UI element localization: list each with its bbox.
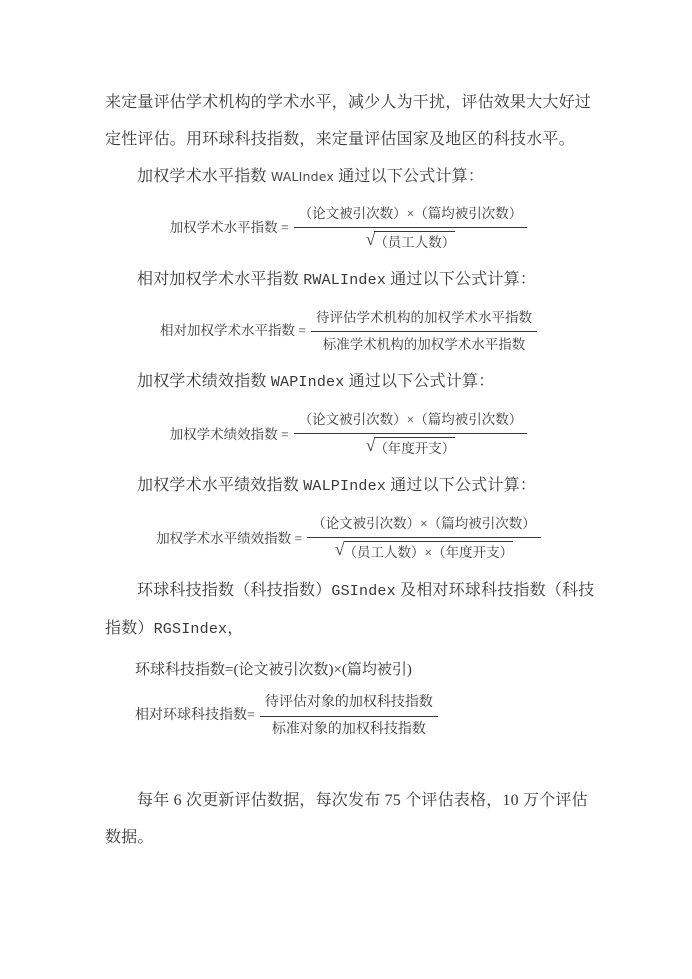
heading-walpindex-pre: 加权学术水平绩效指数 bbox=[137, 477, 304, 495]
formula-wapindex-denominator bbox=[366, 434, 456, 459]
formula-rgsindex-lhs: 相对环球科技指数= bbox=[135, 708, 255, 724]
formula-rwalindex-fraction bbox=[311, 308, 537, 354]
formula-walindex bbox=[105, 204, 592, 252]
formula-walindex-lhs: 加权学术水平指数 = bbox=[169, 220, 289, 236]
formula-walpindex-radicand: （员工人数）×（年度开支） bbox=[344, 541, 514, 563]
heading-rgsindex-post: ， bbox=[227, 619, 244, 637]
formula-walpindex-denominator bbox=[335, 538, 513, 563]
heading-rgsindex-pre: 指数） bbox=[105, 619, 154, 637]
formula-walpindex-fraction bbox=[307, 514, 541, 562]
intro-line-2: 定性评估。用环球科技指数，来定量评估国家及地区的科技水平。 bbox=[105, 131, 575, 148]
formula-wapindex-lhs: 加权学术绩效指数 = bbox=[169, 426, 289, 442]
formula-walindex-denominator bbox=[366, 228, 456, 253]
heading-gsindex-pre: 环球科技指数（科技指数） bbox=[137, 581, 332, 599]
formula-rwalindex-denominator: 标准学术机构的加权学术水平指数 bbox=[322, 336, 526, 352]
formula-rgsindex-fraction bbox=[260, 693, 438, 741]
heading-walpindex-post: 通过以下公式计算： bbox=[386, 477, 537, 495]
heading-walpindex-code: WALPIndex bbox=[303, 478, 387, 496]
heading-wapindex-pre: 加权学术绩效指数 bbox=[137, 373, 271, 391]
formula-walindex-numerator: （论文被引次数）×（篇均被引次数） bbox=[294, 204, 528, 228]
formula-wapindex-numerator: （论文被引次数）×（篇均被引次数） bbox=[294, 410, 528, 434]
intro-line-1: 来定量评估学术机构的学术水平，减少人为干扰，评估效果大大好过 bbox=[105, 94, 592, 111]
heading-walindex-post: 通过以下公式计算： bbox=[334, 168, 485, 185]
heading-walindex-code: WALIndex bbox=[270, 169, 335, 184]
formula-wapindex bbox=[105, 410, 592, 458]
formula-walindex-radicand: （员工人数） bbox=[374, 231, 455, 253]
heading-walindex bbox=[105, 158, 592, 195]
sqrt-icon: √ bbox=[334, 538, 345, 559]
heading-gsindex-line1 bbox=[105, 572, 595, 610]
formula-wapindex-radicand: （年度开支） bbox=[374, 437, 455, 459]
formula-walindex-fraction bbox=[294, 204, 528, 252]
closing-line-1: 每年 6 次更新评估数据，每次发布 75 个评估表格，10 万个评估 bbox=[137, 792, 588, 810]
heading-gsindex-line2 bbox=[105, 610, 592, 648]
heading-wapindex bbox=[105, 363, 592, 401]
heading-rwalindex-post: 通过以下公式计算： bbox=[386, 271, 537, 289]
formula-rwalindex-lhs: 相对加权学术水平指数 = bbox=[160, 323, 306, 339]
sqrt-icon: √ bbox=[365, 228, 376, 249]
page-content bbox=[105, 84, 595, 856]
heading-gsindex-code: GSIndex bbox=[331, 582, 396, 600]
sqrt-icon: √ bbox=[365, 434, 376, 455]
heading-rgsindex-code: RGSIndex bbox=[153, 620, 228, 638]
formula-rwalindex bbox=[105, 308, 592, 354]
heading-rwalindex-code: RWALIndex bbox=[303, 272, 387, 290]
formula-rwalindex-numerator: 待评估学术机构的加权学术水平指数 bbox=[311, 308, 537, 332]
formula-wapindex-fraction bbox=[294, 410, 528, 458]
heading-rwalindex-pre: 相对加权学术水平指数 bbox=[137, 271, 304, 289]
heading-walpindex bbox=[105, 467, 592, 505]
formula-gsindex: 环球科技指数=(论文被引次数)×(篇均被引) bbox=[135, 661, 412, 678]
heading-wapindex-post: 通过以下公式计算： bbox=[344, 373, 495, 391]
formula-rgsindex bbox=[105, 693, 592, 741]
formula-rgsindex-denominator: 标准对象的加权科技指数 bbox=[271, 721, 426, 737]
heading-gsindex-post: 及相对环球科技指数（科技 bbox=[395, 581, 595, 599]
heading-walindex-pre: 加权学术水平指数 bbox=[137, 168, 271, 185]
formula-walpindex-numerator: （论文被引次数）×（篇均被引次数） bbox=[307, 514, 541, 538]
formula-rgsindex-numerator: 待评估对象的加权科技指数 bbox=[260, 693, 438, 717]
formula-walpindex bbox=[105, 514, 592, 562]
heading-rwalindex bbox=[105, 261, 592, 299]
closing-line-2: 数据。 bbox=[105, 829, 154, 847]
formula-walpindex-lhs: 加权学术水平绩效指数 = bbox=[156, 530, 303, 546]
heading-wapindex-code: WAPIndex bbox=[270, 374, 345, 392]
